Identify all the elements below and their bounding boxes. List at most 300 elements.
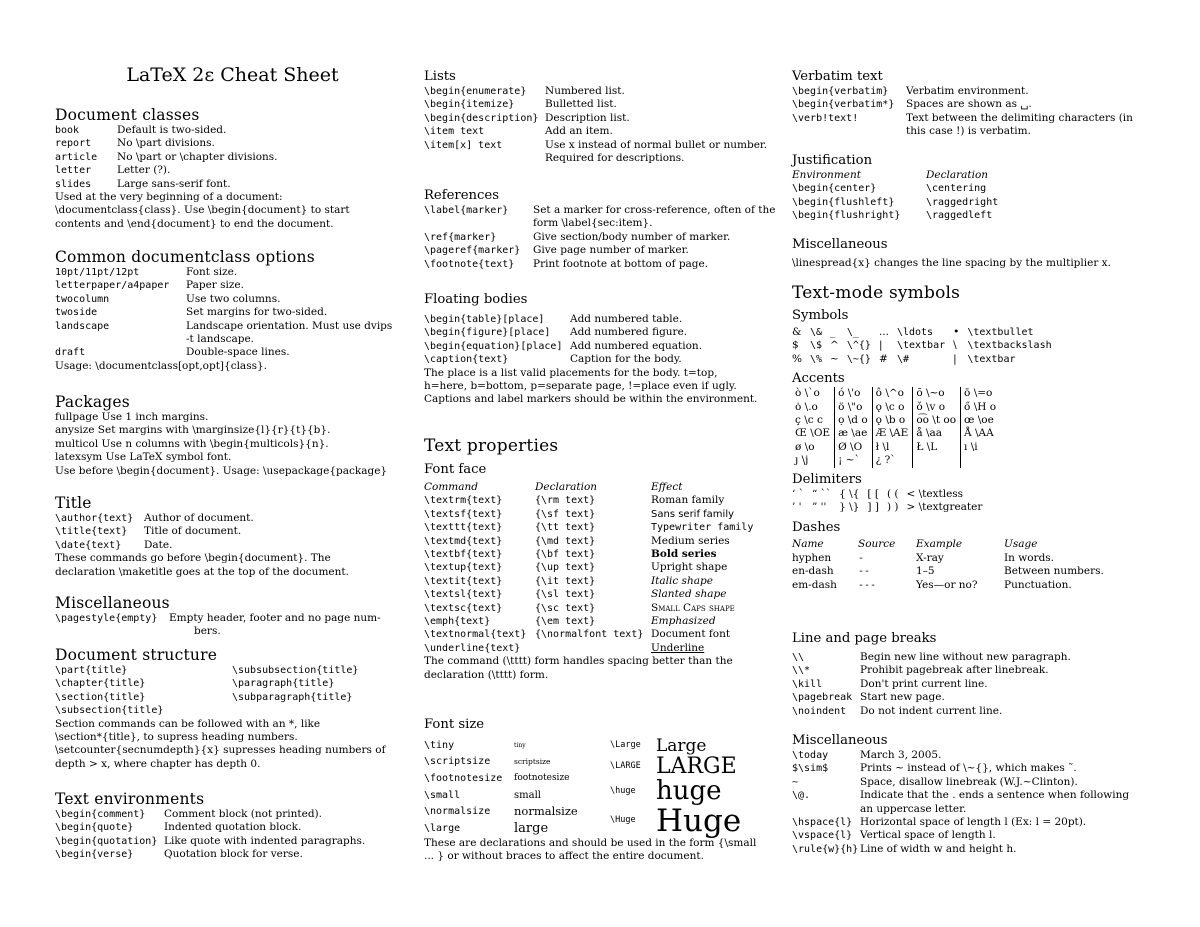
note: \setcounter{secnumdepth}{x} supresses heading numbers of	[55, 744, 386, 757]
command: \footnote{text}	[424, 258, 515, 270]
list-item	[55, 821, 410, 834]
table-cell: \	[953, 339, 957, 352]
table-cell: ^	[830, 339, 839, 352]
section-packages	[55, 393, 410, 478]
section-heading: Text-mode symbols	[792, 283, 961, 303]
list-item	[792, 678, 1152, 691]
note: The place is a list valid placements for the body. t=top,	[424, 366, 718, 379]
description: Large sans-serif font.	[117, 177, 231, 190]
note: Usage: \documentclass[opt,opt]{class}.	[55, 359, 267, 372]
table-cell: 1–5	[916, 565, 935, 578]
sample: normalsize	[514, 804, 578, 819]
note: depth > x, where chapter has depth 0.	[55, 757, 261, 770]
column-header: Declaration	[535, 481, 598, 493]
command: \title{text}	[55, 526, 128, 538]
list-item	[55, 137, 410, 150]
note: multicol Use n columns with \begin{multicols}{n}.	[55, 437, 329, 450]
list-item	[424, 313, 780, 326]
table-cell: ǒ \v o	[913, 401, 961, 414]
list-item	[792, 843, 1152, 856]
list-item	[55, 279, 410, 292]
table-row	[792, 454, 1000, 467]
table-row	[424, 737, 610, 754]
table-cell: ō \=o	[964, 387, 993, 400]
command: \ref{marker}	[424, 231, 497, 243]
description: Letter (?).	[117, 164, 171, 177]
table-row	[792, 579, 1110, 592]
command: \item text	[424, 126, 485, 138]
table-cell: hyphen	[792, 551, 832, 564]
table-cell	[535, 642, 651, 655]
sample: Huge	[656, 803, 742, 839]
table-row	[792, 353, 1060, 366]
sample: huge	[656, 776, 722, 806]
table-cell: ı \i	[964, 440, 978, 453]
table-cell: ø \o	[792, 441, 835, 454]
table-cell: •	[953, 326, 960, 338]
description: Vertical space of length l.	[860, 829, 996, 842]
command: \@.	[792, 790, 811, 802]
table-row	[792, 196, 1004, 209]
table-row	[424, 508, 759, 521]
table-cell: en-dash	[792, 565, 834, 578]
table-cell: \textbf{text}	[424, 549, 503, 561]
description: Add an item.	[545, 125, 613, 138]
list-item	[55, 512, 410, 525]
table-row	[610, 778, 747, 805]
table-cell: {\rm text}	[535, 495, 596, 507]
note: \subsection{title}	[55, 705, 164, 717]
note: latexsym Use LaTeX symbol font.	[55, 451, 232, 464]
table-cell: Yes—or no?	[916, 578, 978, 591]
description: Give section/body number of marker.	[533, 230, 731, 243]
command	[55, 333, 186, 346]
table-cell: \#	[896, 353, 909, 365]
table-cell: \textnormal{text}	[424, 629, 527, 641]
description: Start new page.	[860, 691, 945, 704]
table-cell: \underline{text}	[424, 642, 521, 654]
description: -t landscape.	[186, 333, 255, 346]
table-cell: {\up text}	[535, 562, 596, 574]
section-heading: Justification	[792, 153, 873, 168]
table-cell	[913, 454, 961, 467]
table-header-row	[424, 481, 759, 494]
description: an uppercase letter.	[860, 802, 967, 815]
list-item	[55, 539, 410, 552]
table-cell: Document font	[651, 628, 731, 641]
description: Text between the delimiting characters (in	[906, 111, 1133, 124]
list-item	[424, 340, 780, 353]
list-item	[424, 217, 780, 230]
note: \subparagraph{title}	[232, 691, 353, 703]
note: These commands go before \begin{document}. The	[55, 552, 331, 565]
table-cell: œ \oe	[964, 414, 994, 427]
description: Prints ~ instead of \~{}, which makes ˜.	[860, 762, 1077, 775]
list-item	[55, 835, 410, 848]
table-cell: \textbullet	[967, 327, 1034, 338]
list-item	[55, 266, 410, 279]
command: \begin{equation}[place]	[424, 340, 563, 352]
list-item	[55, 178, 410, 191]
table-cell: \textup{text}	[424, 562, 503, 574]
section-text-properties	[424, 436, 780, 682]
table-cell: Slanted shape	[651, 588, 727, 601]
list-item	[792, 816, 1152, 829]
section-justification	[792, 153, 1152, 223]
description: Required for descriptions.	[545, 152, 685, 165]
description: Give page number of marker.	[533, 244, 689, 257]
list-item	[792, 776, 1152, 789]
command: \tiny	[424, 739, 455, 751]
sample: small	[514, 789, 541, 801]
table-cell: Æ \AE	[872, 427, 913, 440]
table-cell: \centering	[926, 183, 987, 195]
table-cell: ’ '	[792, 501, 802, 514]
description: Caption for the body.	[570, 353, 682, 366]
list-item	[792, 85, 1152, 98]
command: report	[55, 138, 92, 150]
section-font-size	[424, 717, 780, 864]
command: \begin{enumerate}	[424, 86, 527, 97]
command: \scriptsize	[424, 756, 491, 768]
table-cell: Sans serif family	[651, 508, 735, 520]
command	[424, 152, 545, 165]
column-header: Environment	[792, 169, 861, 181]
table-cell: ¿ ?`	[872, 454, 913, 467]
list-item	[424, 98, 780, 111]
section-misc	[55, 594, 410, 639]
table-cell: ] ]	[867, 501, 879, 514]
list-item	[792, 705, 1152, 718]
table-cell: {\bf text}	[535, 549, 596, 561]
command: article	[55, 151, 98, 163]
column-header: Example	[916, 538, 963, 551]
note: Used at the very beginning of a document:	[55, 191, 283, 204]
table-cell: \%	[809, 353, 823, 365]
description: Set a marker for cross-reference, often of the	[533, 204, 776, 216]
list-item	[792, 803, 1152, 816]
table-cell: {\normalfont text}	[535, 629, 644, 641]
table-cell: -	[858, 552, 865, 564]
column-header: Name	[792, 538, 824, 551]
table-cell: ó \'o	[835, 387, 873, 400]
command: \begin{verbatim*}	[792, 99, 895, 111]
list-item	[55, 333, 410, 346]
table-cell: {\sl text}	[535, 589, 596, 601]
command: \author{text}	[55, 513, 134, 524]
section-floating-bodies	[424, 292, 780, 407]
list-item	[792, 749, 1152, 762]
table-cell	[961, 454, 1001, 467]
table-cell: Italic shape	[651, 574, 713, 587]
table-cell: {\md text}	[535, 535, 596, 547]
table-cell: ” ''	[811, 501, 827, 514]
note: These are declarations and should be used in the form {\small	[424, 837, 757, 849]
sample: large	[514, 821, 549, 837]
table-row	[792, 209, 1004, 222]
table-cell: _	[830, 326, 836, 338]
table-row	[792, 401, 1000, 414]
list-item	[424, 258, 780, 271]
list-item	[424, 139, 780, 152]
table-cell: \textbar	[967, 353, 1016, 365]
table-cell: Medium series	[651, 534, 730, 547]
column-header: Declaration	[926, 169, 989, 181]
list-item	[792, 651, 1152, 664]
description: Horizontal space of length l (Ex: l = 20pt).	[860, 816, 1087, 829]
section-misc-2	[792, 733, 1152, 856]
command: \kill	[792, 678, 823, 690]
table-cell: #	[878, 352, 888, 365]
command: \item[x] text	[424, 139, 503, 151]
list-item	[424, 152, 780, 165]
command: \pagestyle{empty}	[55, 613, 158, 624]
table-cell: \ldots	[896, 327, 934, 338]
list-item	[55, 525, 410, 538]
command: \begin{description}	[424, 112, 539, 124]
description: Numbered list.	[545, 85, 625, 97]
description: March 3, 2005.	[860, 749, 942, 761]
description: Like quote with indented paragraphs.	[164, 834, 366, 847]
table-row	[792, 488, 990, 501]
list-item	[424, 244, 780, 257]
sample: Large	[656, 736, 707, 756]
table-row	[424, 588, 759, 601]
list-item	[55, 848, 410, 861]
note: contents and \end{document} to end the document.	[55, 217, 334, 230]
command: \\	[792, 652, 805, 663]
table-row	[424, 494, 759, 507]
list-item	[424, 204, 780, 217]
note: \section*{title}, to supress heading numbers.	[55, 731, 298, 744]
note: ... } or without braces to affect the entire document.	[424, 850, 704, 863]
command: \Large	[610, 740, 641, 751]
command: \begin{comment}	[55, 809, 146, 820]
table-cell: |	[953, 352, 957, 365]
note: Captions and label markers should be within the environment.	[424, 393, 758, 406]
description: Use two columns.	[186, 292, 281, 305]
command: \date{text}	[55, 539, 122, 551]
table-cell: \texttt{text}	[424, 522, 503, 534]
table-row	[610, 755, 747, 778]
section-heading: Line and page breaks	[792, 631, 937, 646]
command: \noindent	[792, 705, 847, 717]
description: Don't print current line.	[860, 677, 988, 690]
table-cell: \_	[846, 327, 859, 338]
section-heading: Text environments	[55, 790, 205, 808]
command: \begin{verse}	[55, 849, 134, 861]
description: this case !) is verbatim.	[906, 125, 1031, 138]
command: \large	[424, 822, 461, 834]
list-item	[424, 326, 780, 339]
description: Add numbered equation.	[570, 339, 703, 352]
list-item	[424, 112, 780, 125]
command: \footnotesize	[424, 772, 503, 784]
table-cell: ő \H o	[964, 400, 997, 413]
table-row	[792, 565, 1110, 578]
command: twocolumn	[55, 293, 110, 305]
command: \label{marker}	[424, 205, 509, 216]
table-cell: {\it text}	[535, 575, 596, 587]
table-row	[424, 804, 610, 821]
table-cell: \textsc{text}	[424, 602, 503, 614]
table-cell: |	[878, 339, 883, 352]
table-cell: å \aa	[913, 427, 961, 440]
sample: tiny	[514, 741, 526, 749]
column-header: Effect	[651, 481, 683, 493]
list-item	[792, 112, 1152, 125]
description: No \part divisions.	[117, 137, 215, 150]
table-cell: Upright shape	[651, 561, 728, 574]
list-item	[55, 320, 410, 333]
table-row	[424, 642, 759, 655]
list-item	[55, 124, 410, 137]
table-cell: Punctuation.	[1004, 578, 1072, 591]
section-heading: Miscellaneous	[55, 594, 170, 612]
table-row	[610, 805, 747, 837]
note: declaration \maketitle goes at the top of the document.	[55, 565, 349, 578]
table-cell: o͡o \t oo	[913, 414, 961, 427]
table-cell: } \}	[839, 501, 860, 514]
list-item	[55, 293, 410, 306]
table-row	[424, 535, 759, 548]
command: letter	[55, 165, 92, 177]
description: Indicate that the . ends a sentence when following	[860, 789, 1130, 802]
description: Quotation block for verse.	[164, 848, 303, 861]
description: No \part or \chapter divisions.	[117, 150, 278, 163]
section-heading: Document structure	[55, 646, 218, 664]
description: Begin new line without new paragraph.	[860, 651, 1071, 663]
table-cell: ǫ \b o	[872, 414, 913, 427]
table-cell: ( (	[886, 487, 899, 500]
section-heading: Common documentclass options	[55, 248, 315, 266]
table-cell: \emph{text}	[424, 616, 491, 628]
list-item	[424, 85, 780, 98]
description: Verbatim environment.	[906, 85, 1029, 97]
description: Indented quotation block.	[164, 821, 302, 834]
section-options	[55, 248, 410, 373]
sample: footnotesize	[514, 773, 570, 784]
section-heading: Miscellaneous	[792, 237, 888, 252]
table-cell: \~{}	[846, 353, 871, 365]
table-cell: \begin{flushleft}	[792, 196, 895, 208]
page-title: LaTeX 2ε Cheat Sheet	[126, 64, 339, 86]
list-item	[792, 691, 1152, 704]
description: Paper size.	[186, 279, 244, 292]
note: \paragraph{title}	[232, 678, 335, 690]
command: \vspace{l}	[792, 830, 853, 842]
table-cell: {\em text}	[535, 616, 596, 628]
command: slides	[55, 178, 92, 190]
note: \subsubsection{title}	[232, 665, 359, 676]
description: Font size.	[186, 266, 238, 278]
command: \pagebreak	[792, 692, 853, 704]
table-cell: \^{}	[846, 340, 871, 352]
command: book	[55, 125, 80, 136]
table-cell: Emphasized	[651, 615, 716, 628]
table-cell: ł \l	[872, 441, 913, 454]
table-cell: Ł \L	[913, 441, 961, 454]
section-lists	[424, 69, 780, 165]
table-cell: \raggedright	[926, 196, 999, 208]
list-item	[792, 125, 1152, 138]
command: \huge	[610, 785, 636, 796]
table-cell: \raggedleft	[926, 210, 993, 222]
table-row	[424, 770, 610, 787]
description: form \label{sec:item}.	[533, 217, 653, 230]
table-cell: ô \^o	[872, 387, 913, 400]
table-row	[424, 521, 759, 534]
note: \part{title}	[55, 665, 128, 676]
table-cell: ǫ \c o	[872, 401, 913, 414]
command: \rule{w}{h}	[792, 843, 859, 855]
table-cell: ọ \d o	[835, 414, 873, 427]
table-row	[792, 182, 1004, 195]
description: Empty header, footer and no page num-	[169, 612, 381, 624]
table-cell: ö \"o	[835, 401, 873, 414]
command: \begin{quote}	[55, 822, 134, 834]
table-cell: ...	[878, 326, 889, 338]
command: \small	[424, 789, 461, 801]
list-item	[792, 829, 1152, 842]
command: \LARGE	[610, 760, 641, 771]
table-cell: \textsf{text}	[424, 508, 503, 520]
table-cell: %	[792, 352, 802, 365]
sample: LARGE	[656, 754, 737, 779]
table-cell: ‘ `	[792, 487, 804, 500]
list-item	[792, 762, 1152, 775]
description: Add numbered table.	[570, 313, 683, 325]
table-row	[792, 339, 1060, 352]
table-row	[424, 754, 610, 771]
column-header: Source	[858, 538, 896, 551]
description: Description list.	[545, 111, 630, 124]
command: \begin{table}[place]	[424, 314, 545, 325]
note: \linespread{x} changes the line spacing by the multiplier x.	[792, 257, 1111, 269]
table-row	[792, 387, 1000, 400]
table-cell: \&	[809, 327, 823, 338]
table-row	[792, 427, 1000, 440]
description: Date.	[144, 538, 173, 551]
table-cell: \textsl{text}	[424, 589, 503, 601]
command: letterpaper/a4paper	[55, 280, 170, 292]
table-header-row	[792, 169, 1004, 182]
section-heading: Font size	[424, 717, 485, 732]
table-cell: In words.	[1004, 551, 1055, 564]
table-cell: Ø \O	[835, 441, 873, 454]
note: \chapter{title}	[55, 678, 146, 690]
subheading: Delimiters	[792, 471, 862, 487]
table-cell: --	[858, 566, 871, 578]
section-line-page-breaks	[792, 631, 1152, 718]
table-row	[424, 561, 759, 574]
subheading: Font face	[424, 462, 487, 477]
table-cell: Underline	[651, 641, 705, 654]
section-heading: Miscellaneous	[792, 733, 888, 748]
section-heading: References	[424, 188, 499, 203]
table-row	[424, 602, 759, 615]
command: \caption{text}	[424, 354, 509, 366]
command: ~	[792, 776, 799, 788]
table-cell: ) )	[886, 501, 899, 514]
table-cell: {\sf text}	[535, 508, 596, 520]
note: h=here, b=bottom, p=separate page, !=place even if ugly.	[424, 380, 737, 393]
description: Set margins for two-sided.	[186, 306, 328, 319]
description: Print footnote at bottom of page.	[533, 257, 709, 270]
table-cell: {\tt text}	[535, 522, 596, 534]
table-cell: ȷ \j	[792, 454, 835, 467]
section-verbatim	[792, 69, 1152, 139]
